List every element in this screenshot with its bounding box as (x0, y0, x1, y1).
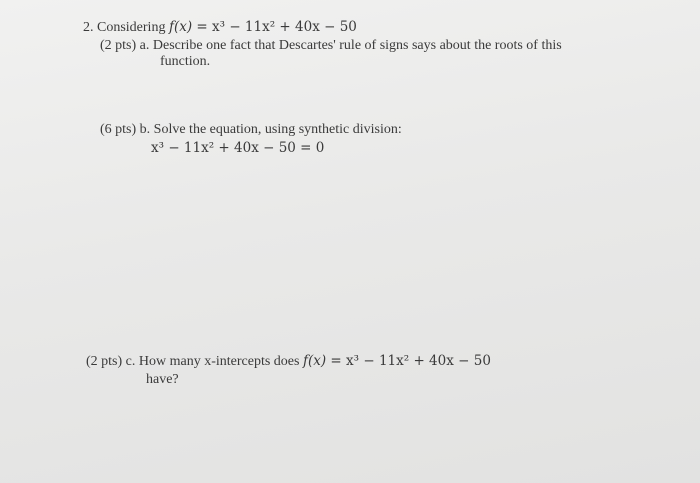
part-a-points: (2 pts) (100, 38, 137, 53)
part-b-line-1 (100, 122, 402, 138)
question-header: 2. Considering f(x) = x³ − 11x² + 40x − 50 (83, 19, 357, 35)
part-b-letter: b. (139, 122, 151, 137)
part-b-equation: x³ − 11x² + 40x − 50 = 0 (151, 140, 325, 156)
part-c-text-1: How many x-intercepts does (138, 354, 300, 369)
part-a-text-1: Describe one fact that Descartes' rule of signs says about the roots of this (152, 38, 562, 53)
question-function-expr: x³ − 11x² + 40x − 50 (212, 19, 357, 35)
part-b-text-1: Solve the equation, using synthetic division: (153, 122, 402, 137)
part-a-line-1 (100, 38, 562, 54)
part-c-function-expr: x³ − 11x² + 40x − 50 (346, 353, 491, 369)
part-c-text-2: have? (146, 372, 179, 387)
part-b-points: (6 pts) (100, 122, 137, 137)
question-function-label: f(x) (168, 19, 193, 35)
part-c-line-2 (146, 372, 179, 388)
part-c-letter: c. (125, 354, 136, 369)
part-a-line-2 (160, 54, 210, 70)
question-number: 2. (83, 20, 94, 35)
part-c-line-1: (2 pts) c. How many x-intercepts does f(x) = x³ − 11x² + 40x − 50 (86, 353, 491, 369)
part-c-points: (2 pts) (86, 354, 123, 369)
question-intro: Considering (97, 20, 166, 35)
part-a-text-2: function. (160, 54, 211, 69)
part-c-function-label: f(x) (302, 353, 327, 369)
part-a-letter: a. (139, 38, 150, 53)
